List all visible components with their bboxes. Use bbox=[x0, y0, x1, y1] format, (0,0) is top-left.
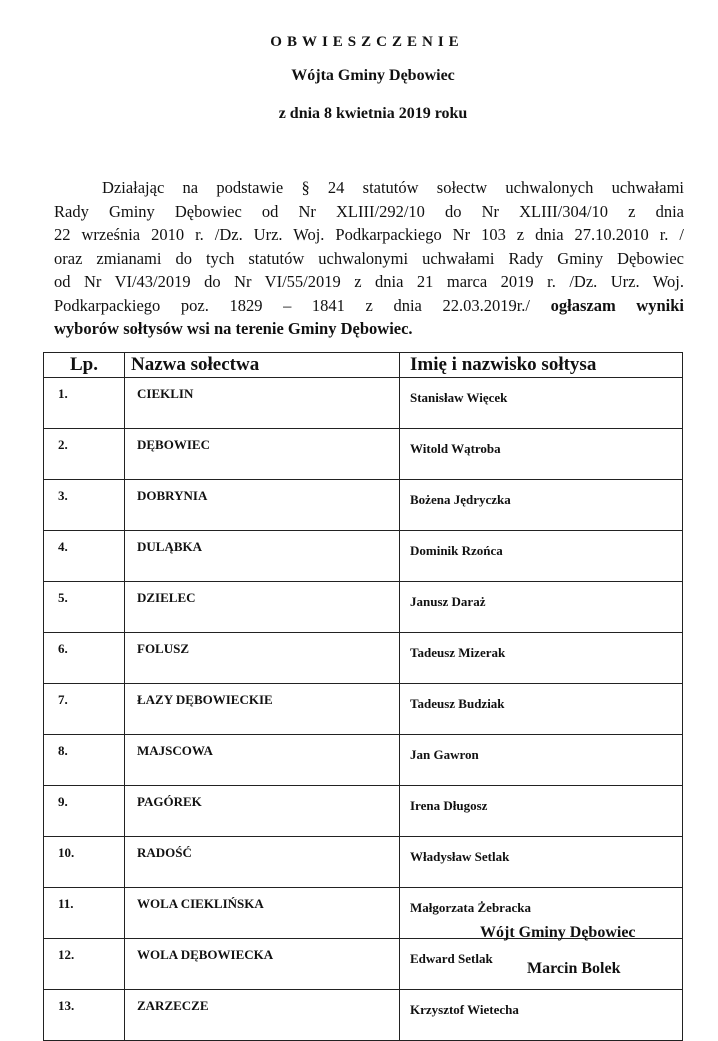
village-name: DĘBOWIEC bbox=[125, 429, 400, 480]
paragraph-line: Podkarpackiego poz. 1829 – 1841 z dnia 22.03.2019r./ bbox=[54, 295, 531, 315]
row-number: 5. bbox=[44, 582, 125, 633]
paragraph-bold-text: ogłaszam wyniki bbox=[550, 295, 684, 315]
document-date: z dnia 8 kwietnia 2019 roku bbox=[278, 105, 468, 122]
soltys-name: Dominik Rzońca bbox=[400, 531, 683, 582]
row-number: 8. bbox=[44, 735, 125, 786]
paragraph-line-with-bold bbox=[54, 294, 684, 318]
village-name: MAJSCOWA bbox=[125, 735, 400, 786]
village-name: DOBRYNIA bbox=[125, 480, 400, 531]
table-row bbox=[44, 990, 683, 1041]
header-person: Imię i nazwisko sołtysa bbox=[400, 353, 683, 378]
table-row bbox=[44, 582, 683, 633]
paragraph-line: Rady Gminy Dębowiec od Nr XLIII/292/10 do Nr XLIII/304/10 z dnia bbox=[54, 201, 684, 221]
row-number: 7. bbox=[44, 684, 125, 735]
row-number: 4. bbox=[44, 531, 125, 582]
paragraph-line: od Nr VI/43/2019 do Nr VI/55/2019 z dnia 21 marca 2019 r. /Dz. Urz. Woj. bbox=[54, 272, 684, 291]
table-header-row bbox=[44, 353, 683, 378]
table-row bbox=[44, 684, 683, 735]
soltys-name: Jan Gawron bbox=[400, 735, 683, 786]
table-row bbox=[44, 837, 683, 888]
village-name: DZIELEC bbox=[125, 582, 400, 633]
soltys-name: Stanisław Więcek bbox=[400, 378, 683, 429]
row-number: 11. bbox=[44, 888, 125, 939]
table-row bbox=[44, 480, 683, 531]
paragraph-bold-line: wyborów sołtysów wsi na terenie Gminy Dębowiec. bbox=[54, 319, 413, 338]
signature-role: Wójt Gminy Dębowiec bbox=[480, 924, 636, 941]
village-name: RADOŚĆ bbox=[125, 837, 400, 888]
row-number: 6. bbox=[44, 633, 125, 684]
soltys-name: Krzysztof Wietecha bbox=[400, 990, 683, 1041]
soltys-name: Edward Setlak bbox=[400, 939, 683, 990]
row-number: 9. bbox=[44, 786, 125, 837]
village-name: CIEKLIN bbox=[125, 378, 400, 429]
village-name: ZARZECZE bbox=[125, 990, 400, 1041]
paragraph-line: 22 września 2010 r. /Dz. Urz. Woj. Podkarpackiego Nr 103 z dnia 27.10.2010 r. / bbox=[54, 225, 684, 244]
soltys-name: Małgorzata Żebracka bbox=[400, 888, 683, 939]
soltys-name: Irena Długosz bbox=[400, 786, 683, 837]
paragraph-line: oraz zmianami do tych statutów uchwalonymi uchwałami Rady Gminy Dębowiec bbox=[54, 248, 684, 268]
table-row bbox=[44, 429, 683, 480]
table-row bbox=[44, 735, 683, 786]
table-row bbox=[44, 786, 683, 837]
row-number: 2. bbox=[44, 429, 125, 480]
header-lp: Lp. bbox=[44, 353, 125, 378]
village-name: PAGÓREK bbox=[125, 786, 400, 837]
announcement-paragraph bbox=[54, 176, 684, 341]
village-name: WOLA CIEKLIŃSKA bbox=[125, 888, 400, 939]
soltys-name: Władysław Setlak bbox=[400, 837, 683, 888]
row-number: 12. bbox=[44, 939, 125, 990]
table-row bbox=[44, 378, 683, 429]
soltys-name: Tadeusz Budziak bbox=[400, 684, 683, 735]
row-number: 3. bbox=[44, 480, 125, 531]
village-name: FOLUSZ bbox=[125, 633, 400, 684]
soltys-name: Tadeusz Mizerak bbox=[400, 633, 683, 684]
table-row bbox=[44, 633, 683, 684]
table-row bbox=[44, 531, 683, 582]
row-number: 1. bbox=[44, 378, 125, 429]
soltys-name: Janusz Daraż bbox=[400, 582, 683, 633]
row-number: 10. bbox=[44, 837, 125, 888]
soltys-name: Witold Wątroba bbox=[400, 429, 683, 480]
soltys-name: Bożena Jędryczka bbox=[400, 480, 683, 531]
village-name: WOLA DĘBOWIECKA bbox=[125, 939, 400, 990]
header-name: Nazwa sołectwa bbox=[125, 353, 400, 378]
document-title: OBWIESZCZENIE bbox=[270, 34, 464, 50]
village-name: DULĄBKA bbox=[125, 531, 400, 582]
document-subtitle: Wójta Gminy Dębowiec bbox=[291, 67, 455, 84]
paragraph-line: Działając na podstawie § 24 statutów sołectw uchwalonych uchwałami bbox=[102, 178, 684, 197]
signature-name: Marcin Bolek bbox=[527, 960, 621, 977]
village-name: ŁAZY DĘBOWIECKIE bbox=[125, 684, 400, 735]
row-number: 13. bbox=[44, 990, 125, 1041]
